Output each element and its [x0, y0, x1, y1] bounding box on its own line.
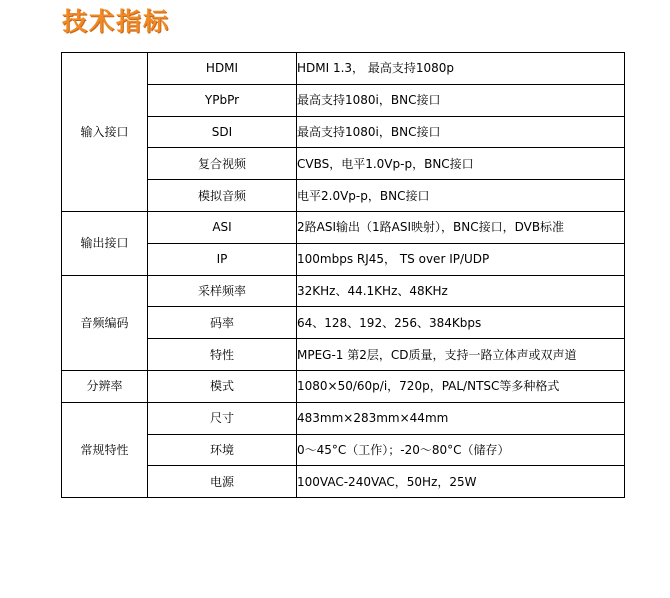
spec-value: 100mbps RJ45， TS over IP/UDP — [297, 243, 625, 275]
category-cell-input: 输入接口 — [62, 53, 148, 212]
spec-key: 环境 — [148, 434, 297, 466]
spec-value: 64、128、192、256、384Kbps — [297, 307, 625, 339]
spec-key: ASI — [148, 211, 297, 243]
spec-key: 模拟音频 — [148, 180, 297, 212]
spec-key: 模式 — [148, 370, 297, 402]
spec-value: 1080×50/60p/i，720p，PAL/NTSC等多种格式 — [297, 370, 625, 402]
spec-value: MPEG-1 第2层，CD质量，支持一路立体声或双声道 — [297, 339, 625, 371]
category-cell-output: 输出接口 — [62, 211, 148, 275]
spec-value: CVBS，电平1.0Vp-p，BNC接口 — [297, 148, 625, 180]
spec-key: SDI — [148, 116, 297, 148]
spec-key: IP — [148, 243, 297, 275]
spec-key: 采样频率 — [148, 275, 297, 307]
category-cell-general: 常规特性 — [62, 402, 148, 497]
spec-key: YPbPr — [148, 84, 297, 116]
spec-value: 100VAC-240VAC，50Hz，25W — [297, 466, 625, 498]
category-cell-audio: 音频编码 — [62, 275, 148, 370]
table-row — [62, 402, 625, 434]
category-cell-resolution: 分辨率 — [62, 370, 148, 402]
spec-value: 483mm×283mm×44mm — [297, 402, 625, 434]
table-row — [62, 370, 625, 402]
spec-key: 电源 — [148, 466, 297, 498]
table-row — [62, 275, 625, 307]
spec-value: 0～45°C（工作）；-20～80°C（储存） — [297, 434, 625, 466]
spec-value: 电平2.0Vp-p，BNC接口 — [297, 180, 625, 212]
spec-key: HDMI — [148, 53, 297, 85]
spec-key: 复合视频 — [148, 148, 297, 180]
table-row — [62, 211, 625, 243]
spec-key: 特性 — [148, 339, 297, 371]
spec-value: 最高支持1080i，BNC接口 — [297, 116, 625, 148]
spec-value: 32KHz、44.1KHz、48KHz — [297, 275, 625, 307]
spec-table — [61, 52, 625, 498]
table-row — [62, 53, 625, 85]
spec-value: 2路ASI输出（1路ASI映射），BNC接口，DVB标准 — [297, 211, 625, 243]
spec-key: 尺寸 — [148, 402, 297, 434]
spec-key: 码率 — [148, 307, 297, 339]
spec-value: HDMI 1.3， 最高支持1080p — [297, 53, 625, 85]
spec-value: 最高支持1080i，BNC接口 — [297, 84, 625, 116]
page-title: 技术指标 — [62, 7, 171, 36]
